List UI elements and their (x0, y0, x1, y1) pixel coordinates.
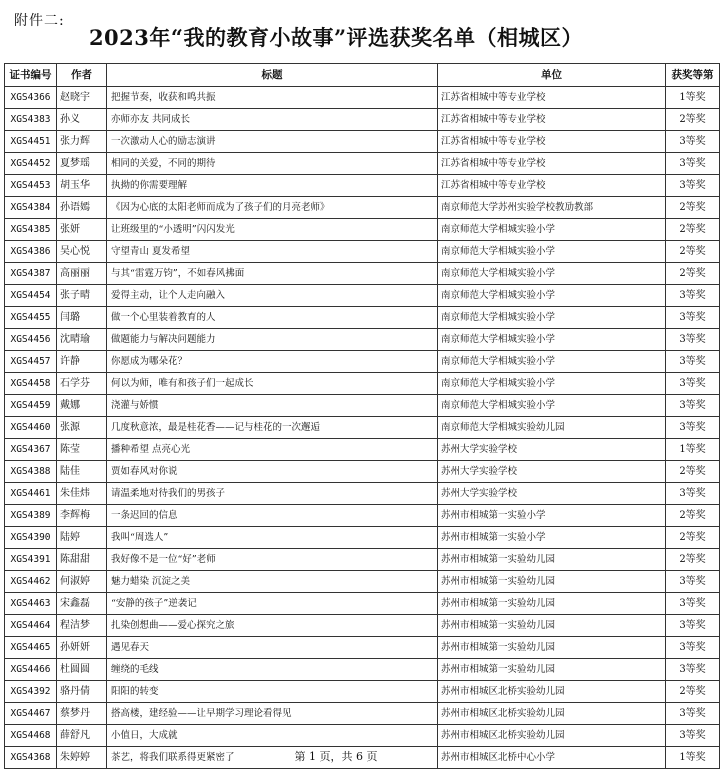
table-row (5, 637, 720, 659)
title-cell: 贾如春风对你说 (107, 461, 438, 483)
author-cell: 胡玉华 (57, 175, 107, 197)
award-cell: 3等奖 (666, 615, 720, 637)
title-cell: 爱得主动，让个人走向融入 (107, 285, 438, 307)
unit-cell: 苏州市相城第一实验幼儿园 (438, 549, 666, 571)
author-cell: 孙语嫣 (57, 197, 107, 219)
title-cell: 让班级里的“小透明”闪闪发光 (107, 219, 438, 241)
title-cell: 一条迟回的信息 (107, 505, 438, 527)
author-cell: 薛舒凡 (57, 725, 107, 747)
unit-cell: 江苏省相城中等专业学校 (438, 175, 666, 197)
table-row (5, 659, 720, 681)
award-cell: 3等奖 (666, 637, 720, 659)
award-cell: 2等奖 (666, 263, 720, 285)
cert-id-cell: XGS4468 (5, 725, 57, 747)
cert-id-cell: XGS4384 (5, 197, 57, 219)
title-cell: 小值日，大成就 (107, 725, 438, 747)
unit-cell: 南京师范大学相城实验小学 (438, 395, 666, 417)
award-cell: 2等奖 (666, 527, 720, 549)
table-row (5, 153, 720, 175)
cert-id-cell: XGS4460 (5, 417, 57, 439)
award-cell: 3等奖 (666, 373, 720, 395)
cert-id-cell: XGS4467 (5, 703, 57, 725)
title-cell: 你愿成为哪朵花？ (107, 351, 438, 373)
unit-cell: 南京师范大学相城实验小学 (438, 351, 666, 373)
table-row (5, 549, 720, 571)
award-cell: 3等奖 (666, 285, 720, 307)
table-row (5, 527, 720, 549)
author-cell: 李辉梅 (57, 505, 107, 527)
unit-cell: 南京师范大学相城实验小学 (438, 241, 666, 263)
cert-id-cell: XGS4457 (5, 351, 57, 373)
award-cell: 3等奖 (666, 593, 720, 615)
table-row (5, 197, 720, 219)
cert-id-cell: XGS4387 (5, 263, 57, 285)
award-cell: 2等奖 (666, 549, 720, 571)
table-header-row (5, 64, 720, 87)
table-row (5, 681, 720, 703)
author-cell: 张力辉 (57, 131, 107, 153)
author-cell: 蔡梦丹 (57, 703, 107, 725)
title-cell: 播种希望 点亮心光 (107, 439, 438, 461)
title-cell: 我叫“周选人” (107, 527, 438, 549)
cert-id-cell: XGS4462 (5, 571, 57, 593)
table-row (5, 571, 720, 593)
title-cell: 守望青山 夏发希望 (107, 241, 438, 263)
author-cell: 吴心悦 (57, 241, 107, 263)
attachment-label: 附件二: (14, 13, 65, 29)
award-cell: 2等奖 (666, 197, 720, 219)
title-cell: 做题能力与解决问题能力 (107, 329, 438, 351)
unit-cell: 南京师范大学相城实验小学 (438, 263, 666, 285)
award-cell: 1等奖 (666, 439, 720, 461)
unit-cell: 苏州市相城第一实验小学 (438, 505, 666, 527)
award-table (4, 63, 720, 769)
unit-cell: 南京师范大学相城实验小学 (438, 219, 666, 241)
unit-cell: 江苏省相城中等专业学校 (438, 87, 666, 109)
table-row (5, 131, 720, 153)
author-cell: 张源 (57, 417, 107, 439)
cert-id-cell: XGS4458 (5, 373, 57, 395)
author-cell: 朱婷婷 (57, 747, 107, 769)
unit-cell: 苏州大学实验学校 (438, 439, 666, 461)
author-cell: 杜圆圆 (57, 659, 107, 681)
table-row (5, 241, 720, 263)
table-row (5, 593, 720, 615)
title-cell: 《因为心底的太阳老师而成为了孩子们的月亮老师》 (107, 197, 438, 219)
author-cell: 张子晴 (57, 285, 107, 307)
author-cell: 宋鑫磊 (57, 593, 107, 615)
table-row (5, 307, 720, 329)
award-cell: 2等奖 (666, 109, 720, 131)
cert-id-cell: XGS4389 (5, 505, 57, 527)
cert-id-cell: XGS4367 (5, 439, 57, 461)
author-cell: 戴娜 (57, 395, 107, 417)
title-cell: 相同的关爱，不同的期待 (107, 153, 438, 175)
table-row (5, 505, 720, 527)
table-row (5, 87, 720, 109)
cert-id-cell: XGS4456 (5, 329, 57, 351)
award-cell: 2等奖 (666, 505, 720, 527)
column-header-author: 作者 (57, 64, 107, 87)
column-header-title: 标题 (107, 64, 438, 87)
cert-id-cell: XGS4388 (5, 461, 57, 483)
page-indicator: 第 1 页，共 6 页 (294, 750, 378, 763)
unit-cell: 江苏省相城中等专业学校 (438, 109, 666, 131)
cert-id-cell: XGS4386 (5, 241, 57, 263)
award-cell: 1等奖 (666, 747, 720, 769)
unit-cell: 南京师范大学相城实验幼儿园 (438, 417, 666, 439)
award-cell: 3等奖 (666, 131, 720, 153)
unit-cell: 苏州市相城第一实验幼儿园 (438, 659, 666, 681)
award-cell: 3等奖 (666, 659, 720, 681)
title-cell: 遇见春天 (107, 637, 438, 659)
cert-id-cell: XGS4385 (5, 219, 57, 241)
table-row (5, 417, 720, 439)
table-row (5, 395, 720, 417)
unit-cell: 苏州市相城第一实验小学 (438, 527, 666, 549)
table-body (5, 87, 720, 769)
title-cell: 浇灌与娇惯 (107, 395, 438, 417)
title-cell: 魅力蜡染 沉淀之美 (107, 571, 438, 593)
award-cell: 3等奖 (666, 153, 720, 175)
table-row (5, 703, 720, 725)
award-cell: 3等奖 (666, 329, 720, 351)
author-cell: 许静 (57, 351, 107, 373)
unit-cell: 苏州市相城区北桥中心小学 (438, 747, 666, 769)
cert-id-cell: XGS4368 (5, 747, 57, 769)
cert-id-cell: XGS4461 (5, 483, 57, 505)
unit-cell: 苏州市相城区北桥实验幼儿园 (438, 703, 666, 725)
title-cell: 搭高楼，建经验——让早期学习理论看得见 (107, 703, 438, 725)
title-cell: 扎染创想曲——爱心探究之旅 (107, 615, 438, 637)
column-header-unit: 单位 (438, 64, 666, 87)
unit-cell: 苏州市相城第一实验幼儿园 (438, 571, 666, 593)
cert-id-cell: XGS4390 (5, 527, 57, 549)
unit-cell: 苏州市相城第一实验幼儿园 (438, 637, 666, 659)
unit-cell: 南京师范大学相城实验小学 (438, 329, 666, 351)
unit-cell: 苏州市相城区北桥实验幼儿园 (438, 725, 666, 747)
cert-id-cell: XGS4366 (5, 87, 57, 109)
cert-id-cell: XGS4463 (5, 593, 57, 615)
cert-id-cell: XGS4383 (5, 109, 57, 131)
title-cell: 我好像不是一位“好”老师 (107, 549, 438, 571)
table-row (5, 461, 720, 483)
cert-id-cell: XGS4454 (5, 285, 57, 307)
table-row (5, 373, 720, 395)
award-cell: 3等奖 (666, 417, 720, 439)
author-cell: 赵晓宇 (57, 87, 107, 109)
author-cell: 孙妍妍 (57, 637, 107, 659)
title-cell: 亦师亦友 共同成长 (107, 109, 438, 131)
unit-cell: 南京师范大学相城实验小学 (438, 373, 666, 395)
award-cell: 2等奖 (666, 681, 720, 703)
title-cell: 做一个心里装着教育的人 (107, 307, 438, 329)
title-cell: 把握节奏，收获和鸣共振 (107, 87, 438, 109)
cert-id-cell: XGS4459 (5, 395, 57, 417)
author-cell: 何淑婷 (57, 571, 107, 593)
cert-id-cell: XGS4392 (5, 681, 57, 703)
column-header-award: 获奖等第 (666, 64, 720, 87)
title-cell: 茶艺，将我们联系得更紧密了 (107, 747, 438, 769)
unit-cell: 苏州市相城第一实验幼儿园 (438, 615, 666, 637)
award-cell: 2等奖 (666, 219, 720, 241)
author-cell: 程洁梦 (57, 615, 107, 637)
author-cell: 夏梦瑶 (57, 153, 107, 175)
table-row (5, 615, 720, 637)
cert-id-cell: XGS4391 (5, 549, 57, 571)
unit-cell: 苏州大学实验学校 (438, 483, 666, 505)
title-cell: 请温柔地对待我们的男孩子 (107, 483, 438, 505)
table-row (5, 725, 720, 747)
table-row (5, 329, 720, 351)
cert-id-cell: XGS4451 (5, 131, 57, 153)
title-cell: 缠绕的毛线 (107, 659, 438, 681)
author-cell: 朱佳炜 (57, 483, 107, 505)
column-header-cert-id: 证书编号 (5, 64, 57, 87)
award-cell: 3等奖 (666, 571, 720, 593)
title-cell: “安静的孩子”逆袭记 (107, 593, 438, 615)
table-row (5, 109, 720, 131)
table-row (5, 285, 720, 307)
table-row (5, 439, 720, 461)
award-cell: 3等奖 (666, 307, 720, 329)
title-cell: 与其“雷霆万钧”，不如春风拂面 (107, 263, 438, 285)
award-cell: 3等奖 (666, 175, 720, 197)
award-cell: 3等奖 (666, 703, 720, 725)
author-cell: 骆丹倩 (57, 681, 107, 703)
author-cell: 高丽丽 (57, 263, 107, 285)
unit-cell: 苏州市相城第一实验幼儿园 (438, 593, 666, 615)
cert-id-cell: XGS4464 (5, 615, 57, 637)
award-cell: 3等奖 (666, 351, 720, 373)
author-cell: 石学芬 (57, 373, 107, 395)
award-cell: 2等奖 (666, 461, 720, 483)
unit-cell: 苏州大学实验学校 (438, 461, 666, 483)
cert-id-cell: XGS4453 (5, 175, 57, 197)
author-cell: 孙义 (57, 109, 107, 131)
award-cell: 3等奖 (666, 725, 720, 747)
author-cell: 陆婷 (57, 527, 107, 549)
author-cell: 张妍 (57, 219, 107, 241)
author-cell: 陈甜甜 (57, 549, 107, 571)
page-title: 2023年“我的教育小故事”评选获奖名单（相城区） (88, 25, 584, 50)
title-cell: 阳阳的转变 (107, 681, 438, 703)
table-row (5, 483, 720, 505)
author-cell: 陈莹 (57, 439, 107, 461)
award-cell: 2等奖 (666, 241, 720, 263)
unit-cell: 南京师范大学相城实验小学 (438, 285, 666, 307)
unit-cell: 江苏省相城中等专业学校 (438, 153, 666, 175)
author-cell: 陆佳 (57, 461, 107, 483)
title-cell: 一次激动人心的励志演讲 (107, 131, 438, 153)
cert-id-cell: XGS4465 (5, 637, 57, 659)
cert-id-cell: XGS4455 (5, 307, 57, 329)
cert-id-cell: XGS4466 (5, 659, 57, 681)
title-cell: 何以为师，唯有和孩子们一起成长 (107, 373, 438, 395)
title-cell: 几度秋意浓，最是桂花香——记与桂花的一次邂逅 (107, 417, 438, 439)
author-cell: 沈晴瑜 (57, 329, 107, 351)
cert-id-cell: XGS4452 (5, 153, 57, 175)
award-cell: 3等奖 (666, 395, 720, 417)
author-cell: 闫璐 (57, 307, 107, 329)
unit-cell: 江苏省相城中等专业学校 (438, 131, 666, 153)
unit-cell: 南京师范大学苏州实验学校教劢教部 (438, 197, 666, 219)
table-row (5, 219, 720, 241)
award-cell: 3等奖 (666, 483, 720, 505)
unit-cell: 南京师范大学相城实验小学 (438, 307, 666, 329)
title-cell: 执拗的你需要理解 (107, 175, 438, 197)
table-row (5, 263, 720, 285)
unit-cell: 苏州市相城区北桥实验幼儿园 (438, 681, 666, 703)
table-row (5, 351, 720, 373)
award-cell: 1等奖 (666, 87, 720, 109)
table-row (5, 175, 720, 197)
